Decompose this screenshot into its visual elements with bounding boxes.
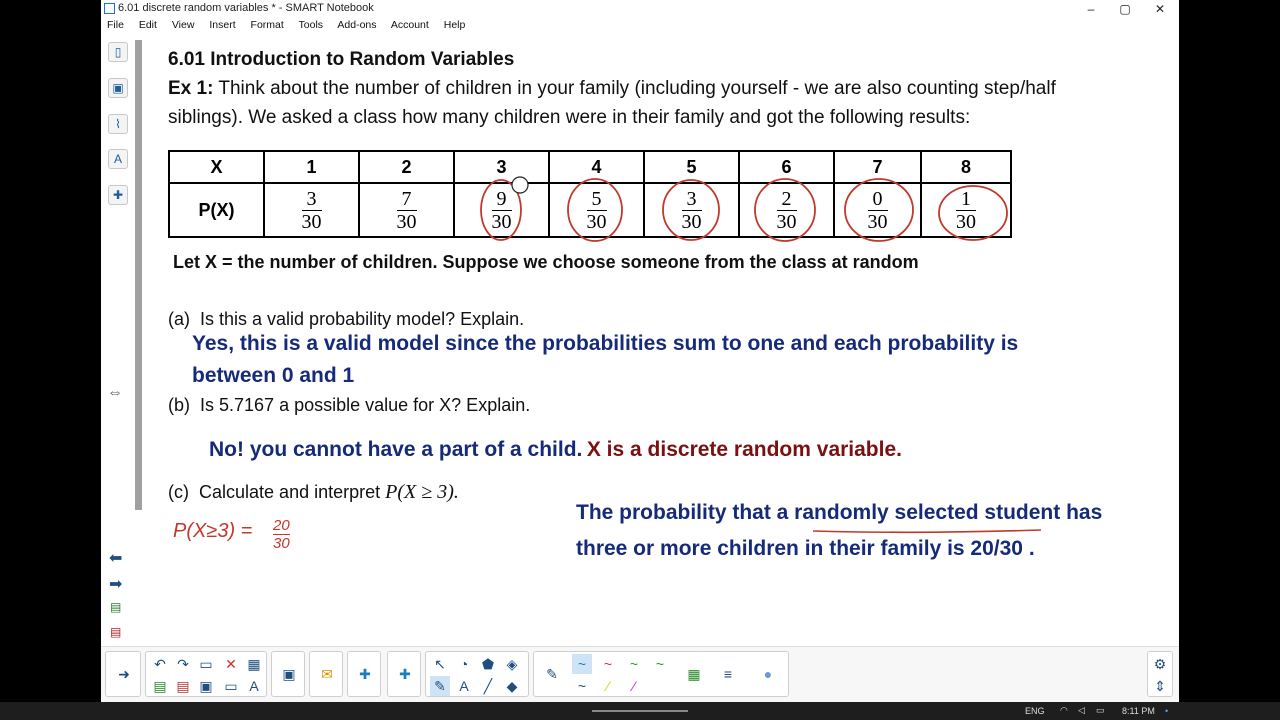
menu-add-ons[interactable]: Add-ons	[337, 19, 377, 31]
numerator: 0	[868, 188, 888, 211]
question-b-text: Is 5.7167 a possible value for X? Explain.	[200, 395, 531, 415]
back-arrow-icon[interactable]: ⬅	[109, 550, 123, 567]
page-title: 6.01 Introduction to Random Variables	[168, 49, 515, 70]
language-indicator[interactable]: ENG	[1025, 706, 1045, 716]
menu-edit[interactable]: Edit	[138, 19, 157, 31]
smart-notebook-window	[101, 0, 1179, 720]
line-style-icon[interactable]: ≡	[723, 666, 733, 682]
maximize-button[interactable]: ▢	[1119, 2, 1131, 16]
ink-underline	[811, 528, 1043, 534]
taskbar	[0, 702, 1280, 720]
menu-insert[interactable]: Insert	[209, 19, 236, 31]
text-format-icon[interactable]: A	[249, 678, 259, 694]
open-file-icon[interactable]: ▭	[199, 656, 213, 672]
example-text-1: Think about the number of children in your family (including yourself - we are also counting step/half	[213, 78, 1056, 99]
question-a-text: Is this a valid probability model? Explain.	[200, 309, 525, 329]
x-value-cell: 8	[921, 151, 1011, 183]
ink-circle	[939, 186, 1007, 240]
answer-c-line-1: The probability that a randomly selected student has	[576, 501, 1103, 524]
x-value-cell: 4	[549, 151, 644, 183]
app-icon	[104, 3, 115, 14]
example-label: Ex 1:	[168, 78, 214, 99]
question-a-label: (a)	[168, 309, 190, 329]
numerator: 9	[492, 188, 512, 211]
menu-bar	[101, 18, 1179, 34]
toolbar-group-addons	[347, 651, 381, 697]
toolbar-group-nav	[105, 651, 141, 697]
gear-icon[interactable]: ⚙	[1153, 656, 1167, 672]
menu-tools[interactable]: Tools	[298, 19, 324, 31]
handwritten-numerator: 20	[273, 517, 290, 534]
answer-b-blue: No! you cannot have a part of a child.	[209, 438, 583, 461]
denominator: 30	[396, 210, 417, 233]
properties-icon[interactable]: A	[108, 149, 128, 169]
screen-capture-icon[interactable]: ▣	[282, 666, 296, 682]
eraser-icon[interactable]: ◆	[506, 678, 518, 694]
minimize-button[interactable]: –	[1087, 2, 1095, 16]
x-label-cell: X	[169, 151, 264, 183]
screen-shade-icon[interactable]: ▭	[224, 678, 238, 694]
px-label-cell: P(X)	[169, 183, 264, 237]
question-a	[168, 309, 524, 330]
toolbar-group-edit	[145, 651, 267, 697]
forward-arrow-icon[interactable]: ➡	[109, 576, 123, 593]
delete-page-icon[interactable]: ▤	[110, 625, 122, 639]
close-button[interactable]: ✕	[1154, 2, 1166, 16]
table-icon[interactable]: ▦	[247, 656, 261, 672]
menu-help[interactable]: Help	[443, 19, 466, 31]
pen-style-green-icon[interactable]: ~	[629, 656, 639, 672]
attachments-icon[interactable]: ⌇	[108, 114, 128, 134]
x-value-cell: 5	[644, 151, 739, 183]
response-icon[interactable]: ✉	[321, 666, 333, 682]
question-c-text: Calculate and interpret	[199, 482, 386, 502]
add-ons-icon[interactable]: ✚	[108, 185, 128, 205]
save-icon[interactable]: ▣	[199, 678, 213, 694]
denominator: 30	[301, 210, 322, 233]
x-value-cell: 7	[834, 151, 921, 183]
denominator: 30	[681, 210, 702, 233]
answer-a-line-2: between 0 and 1	[192, 364, 355, 387]
answer-c-line-2	[576, 537, 1035, 561]
let-x-line: Let X = the number of children. Suppose we choose someone from the class at random	[173, 252, 919, 272]
answer-c-text: three or more children in their family is 20/30	[576, 537, 1023, 560]
toolbar-group-pens	[533, 651, 789, 697]
wifi-icon[interactable]: ◠	[1060, 705, 1068, 715]
menu-format[interactable]: Format	[250, 19, 284, 31]
shapes-icon[interactable]: ⬟	[481, 656, 495, 672]
numerator: 2	[777, 188, 797, 211]
home-indicator	[592, 710, 688, 712]
select-icon[interactable]: ↖	[434, 656, 446, 672]
page-sorter-icon[interactable]: ▯	[108, 42, 128, 62]
resize-arrow-icon[interactable]: ⇔	[107, 384, 123, 401]
question-c-math: P(X ≥ 3).	[385, 481, 459, 503]
vertical-scrollbar[interactable]	[135, 40, 142, 510]
denominator: 30	[491, 210, 512, 233]
menu-view[interactable]: View	[171, 19, 195, 31]
handwritten-fraction	[273, 517, 290, 552]
x-value-cell: 2	[359, 151, 454, 183]
ink-circle	[845, 179, 913, 241]
ink-circle	[568, 179, 622, 241]
x-value-cell: 1	[264, 151, 359, 183]
numerator: 5	[587, 188, 607, 211]
cursor-icon	[512, 177, 528, 193]
puzzle-icon[interactable]: ✚	[399, 666, 411, 682]
clock[interactable]: 8:11 PM	[1122, 706, 1155, 716]
menu-file[interactable]: File	[107, 19, 124, 31]
toolbar-group-settings	[1147, 651, 1173, 697]
bottom-toolbar	[101, 646, 1179, 703]
window-title: 6.01 discrete random variables * - SMART Notebook	[118, 2, 374, 14]
toolbar-group-puzzle	[387, 651, 421, 697]
example-line-2: siblings). We asked a class how many children were in their family and got the following results:	[168, 107, 971, 128]
pen-style-green2-icon[interactable]: ~	[655, 656, 665, 672]
menu-account[interactable]: Account	[390, 19, 429, 31]
volume-icon[interactable]: ◁	[1078, 705, 1085, 715]
fill-effects-icon[interactable]: ●	[763, 666, 773, 682]
new-page-icon[interactable]: ▤	[153, 678, 167, 694]
battery-icon[interactable]: ▭	[1096, 705, 1105, 715]
pens-icon[interactable]: ✎	[430, 676, 450, 696]
numerator: 1	[956, 188, 976, 211]
text-icon[interactable]: A	[459, 678, 469, 694]
delete-page-icon[interactable]: ▤	[176, 678, 190, 694]
notification-icon[interactable]: •	[1165, 706, 1169, 716]
highlighter-pink-icon[interactable]: ⁄	[632, 678, 636, 694]
answer-c-end: .	[1023, 537, 1035, 560]
question-c-label: (c)	[168, 482, 189, 502]
x-value-cell: 3	[454, 151, 549, 183]
activity-icon[interactable]: ✚	[359, 666, 371, 682]
add-page-icon[interactable]: ▤	[110, 600, 122, 614]
denominator: 30	[586, 210, 607, 233]
delete-icon[interactable]: ✕	[225, 656, 237, 672]
handwritten-expression	[173, 520, 252, 543]
highlighter-yellow-icon[interactable]: ⁄	[606, 678, 610, 694]
magic-pen-icon[interactable]: ◔	[459, 656, 469, 672]
answer-b-red: X is a discrete random variable.	[586, 438, 902, 461]
redo-icon[interactable]: ↷	[177, 656, 189, 672]
question-c	[168, 481, 459, 504]
ink-circle	[755, 179, 815, 241]
question-b-label: (b)	[168, 395, 190, 415]
denominator: 30	[867, 210, 888, 233]
x-value-cell: 6	[739, 151, 834, 183]
pen-icon[interactable]: ✎	[546, 666, 558, 682]
color-palette-icon[interactable]: ▦	[687, 666, 701, 682]
title-bar	[101, 0, 1179, 18]
line-icon[interactable]: ╱	[483, 678, 493, 694]
gallery-icon[interactable]: ▣	[108, 78, 128, 98]
answer-a-line-1: Yes, this is a valid model since the probabilities sum to one and each probability is	[192, 332, 1019, 355]
pen-style-blue-icon[interactable]: ~	[572, 654, 592, 674]
ink-circles	[143, 34, 1179, 254]
toolbar-group-capture	[271, 651, 305, 697]
toolbar-group-response	[309, 651, 343, 697]
pen-style-red-icon[interactable]: ~	[603, 656, 613, 672]
numerator: 3	[302, 188, 322, 211]
undo-icon[interactable]: ↶	[154, 656, 166, 672]
side-tabs	[101, 34, 133, 646]
handwritten-lhs: P(X≥3) =	[173, 520, 253, 542]
ink-circle	[663, 180, 719, 240]
pen-style-black-icon[interactable]: ~	[577, 678, 587, 694]
denominator: 30	[776, 210, 797, 233]
denominator: 30	[956, 210, 976, 233]
handwritten-denominator: 30	[273, 535, 290, 552]
fill-icon[interactable]: ◈	[506, 656, 518, 672]
numerator: 3	[682, 188, 702, 211]
numerator: 7	[397, 188, 417, 211]
answer-b	[209, 438, 902, 462]
toolbar-group-tools	[425, 651, 529, 697]
toolbar-position-icon[interactable]: ⇕	[1154, 678, 1166, 694]
question-b	[168, 395, 530, 416]
next-page-icon[interactable]: ➜	[118, 666, 130, 682]
notebook-page[interactable]	[143, 34, 1179, 646]
